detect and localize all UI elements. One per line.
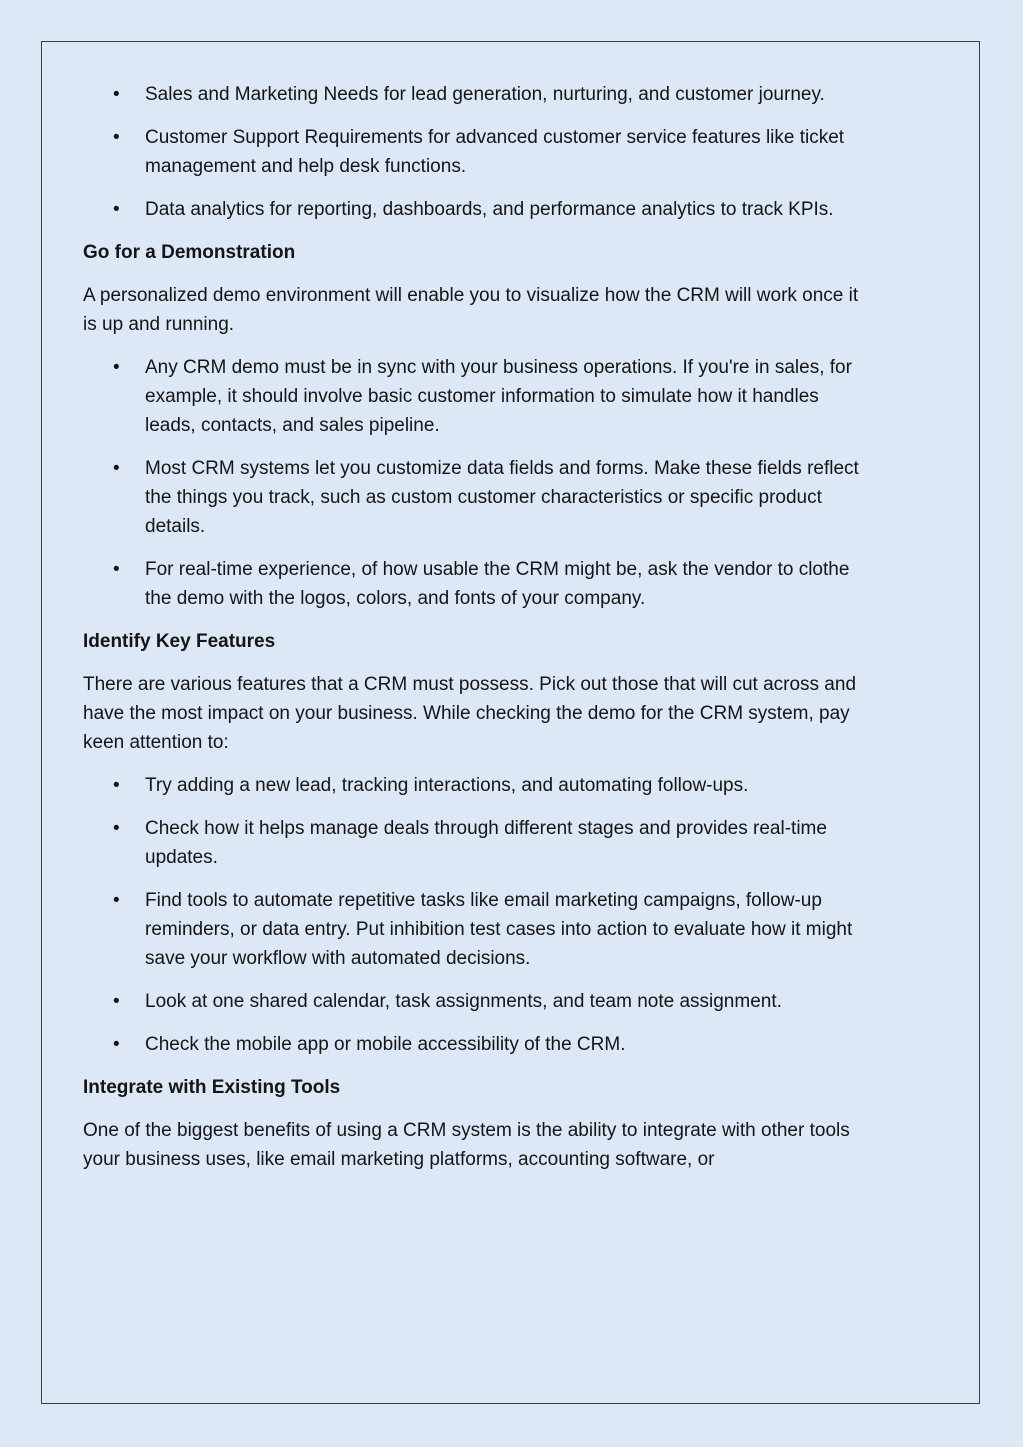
list-item: • Most CRM systems let you customize data fields and forms. Make these fields reflect the things you track, such as custom customer characteristics or specific product details.	[83, 454, 863, 541]
list-item: • Sales and Marketing Needs for lead generation, nurturing, and customer journey.	[83, 80, 863, 109]
heading-integrate-tools: Integrate with Existing Tools	[83, 1077, 341, 1098]
list-item: • Look at one shared calendar, task assignments, and team note assignment.	[83, 987, 863, 1016]
demo-paragraph: A personalized demo environment will enable you to visualize how the CRM will work once it is up and running.	[83, 285, 859, 335]
document-body	[83, 80, 863, 1188]
integrate-paragraph: One of the biggest benefits of using a CRM system is the ability to integrate with other tools your business uses, like email marketing platforms, accounting software, or	[83, 1120, 850, 1170]
intro-bullet-list	[83, 80, 863, 224]
features-bullet-list	[83, 771, 863, 1059]
list-item: • For real-time experience, of how usable the CRM might be, ask the vendor to clothe the demo with the logos, colors, and fonts of your company.	[83, 555, 863, 613]
heading-demonstration: Go for a Demonstration	[83, 242, 296, 263]
heading-key-features: Identify Key Features	[83, 631, 276, 652]
list-item: • Find tools to automate repetitive tasks like email marketing campaigns, follow-up reminders, or data entry. Put inhibition test cases into action to evaluate how it might save your workflow with automated decisions.	[83, 886, 863, 973]
list-item: • Any CRM demo must be in sync with your business operations. If you're in sales, for example, it should involve basic customer information to simulate how it handles leads, contacts, and sales pipeline.	[83, 353, 863, 440]
list-item: • Customer Support Requirements for advanced customer service features like ticket management and help desk functions.	[83, 123, 863, 181]
list-item: • Data analytics for reporting, dashboards, and performance analytics to track KPIs.	[83, 195, 863, 224]
demo-bullet-list	[83, 353, 863, 613]
list-item: • Check the mobile app or mobile accessibility of the CRM.	[83, 1030, 863, 1059]
features-paragraph: There are various features that a CRM must possess. Pick out those that will cut across and have the most impact on your business. While checking the demo for the CRM system, pay keen attention to:	[83, 674, 857, 753]
list-item: • Check how it helps manage deals through different stages and provides real-time updates.	[83, 814, 863, 872]
list-item: • Try adding a new lead, tracking interactions, and automating follow-ups.	[83, 771, 863, 800]
